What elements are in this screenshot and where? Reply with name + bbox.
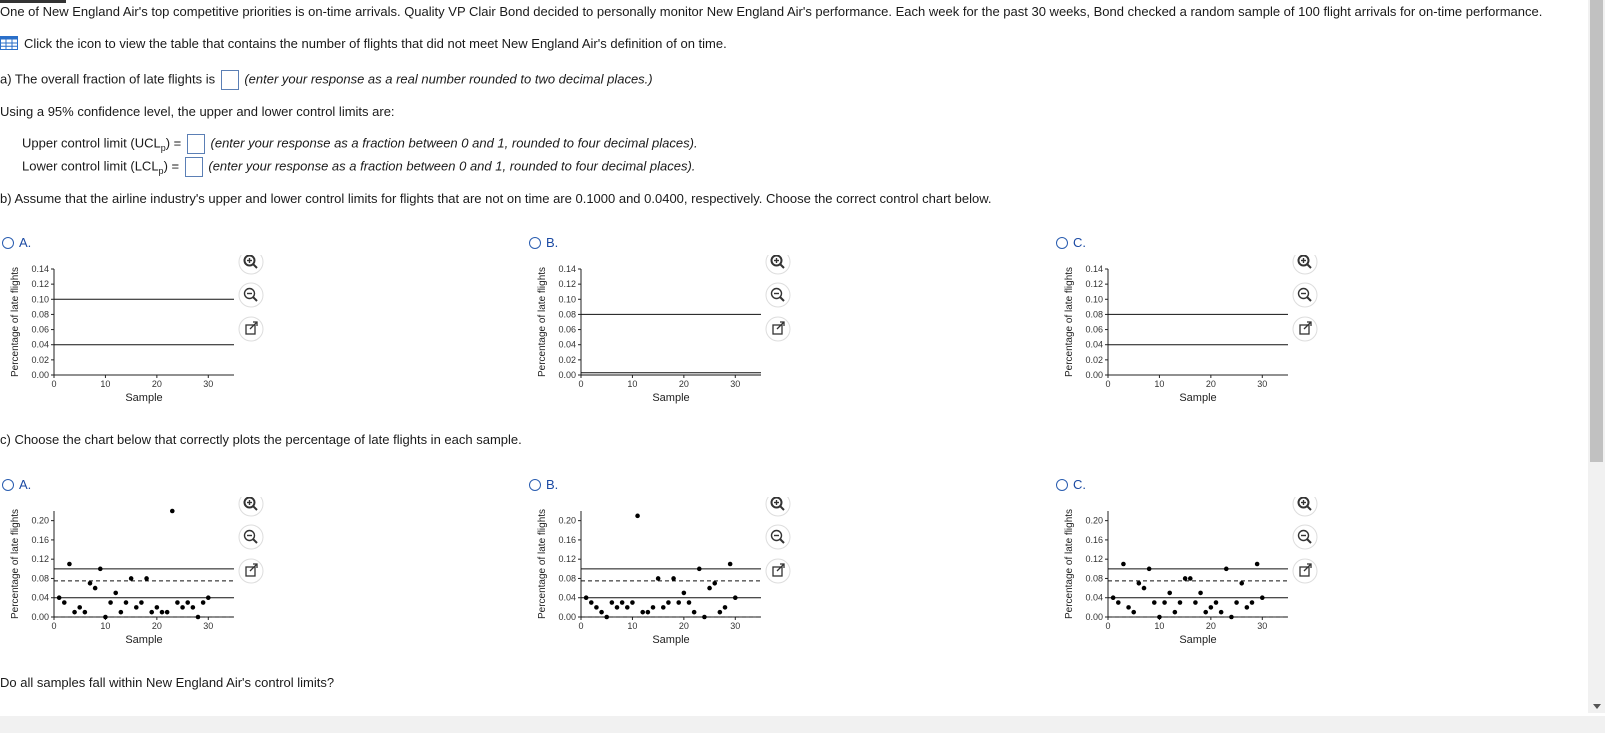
y-tick-label: 0.04 bbox=[31, 339, 49, 350]
x-tick-label: 30 bbox=[1257, 379, 1268, 389]
vertical-scrollbar[interactable] bbox=[1588, 0, 1605, 713]
y-tick-label: 0.06 bbox=[558, 324, 576, 335]
table-icon[interactable] bbox=[0, 36, 18, 53]
data-point bbox=[149, 610, 154, 615]
ucl-input[interactable] bbox=[187, 134, 205, 154]
data-point bbox=[119, 610, 124, 615]
data-point bbox=[728, 562, 733, 567]
radio-icon[interactable] bbox=[2, 479, 14, 491]
data-point bbox=[1147, 567, 1152, 572]
x-axis-label: Sample bbox=[125, 392, 163, 404]
popout-icon-bg[interactable] bbox=[239, 317, 263, 341]
x-tick-label: 10 bbox=[100, 621, 111, 631]
data-point bbox=[604, 615, 609, 620]
scrollbar-thumb[interactable] bbox=[1590, 0, 1603, 462]
y-tick-label: 0.04 bbox=[31, 592, 49, 603]
data-point bbox=[67, 562, 72, 567]
y-tick-label: 0.08 bbox=[1085, 573, 1103, 584]
data-point bbox=[712, 581, 717, 586]
data-point bbox=[630, 600, 635, 605]
x-axis-label: Sample bbox=[1179, 392, 1217, 404]
data-point bbox=[191, 605, 196, 610]
data-point bbox=[124, 600, 129, 605]
data-point bbox=[625, 605, 630, 610]
intro-text: One of New England Air's top competitive priorities is on-time arrivals. Quality VP Clair Bond decided to personally monitor New England Air's performance. Each week for the past 30 weeks, Bond checked a random sample of 100 flight arrivals for on-time performance. bbox=[0, 4, 1543, 19]
zoom-out-icon-bg[interactable] bbox=[239, 283, 263, 307]
y-tick-label: 0.02 bbox=[1085, 354, 1103, 365]
data-point bbox=[676, 600, 681, 605]
option-label: C. bbox=[1073, 235, 1086, 250]
data-point bbox=[707, 586, 712, 591]
data-point bbox=[103, 615, 108, 620]
y-tick-label: 0.14 bbox=[558, 264, 576, 274]
data-point bbox=[1234, 600, 1239, 605]
popout-icon[interactable] bbox=[1293, 317, 1317, 341]
data-point bbox=[656, 576, 661, 581]
x-tick-label: 10 bbox=[1154, 621, 1165, 631]
data-point bbox=[93, 586, 98, 591]
data-point bbox=[671, 576, 676, 581]
data-point bbox=[1229, 615, 1234, 620]
x-tick-label: 30 bbox=[203, 379, 214, 389]
option-label: A. bbox=[19, 235, 32, 250]
x-tick-label: 20 bbox=[678, 621, 689, 631]
ucl-row bbox=[22, 134, 698, 154]
y-tick-label: 0.20 bbox=[1085, 515, 1103, 526]
y-tick-label: 0.08 bbox=[1085, 309, 1103, 320]
data-point bbox=[1126, 605, 1131, 610]
chart-svg bbox=[0, 255, 270, 405]
data-point bbox=[1162, 600, 1167, 605]
y-tick-label: 0.04 bbox=[1085, 592, 1103, 603]
y-tick-label: 0.00 bbox=[1085, 612, 1103, 622]
zoom-out-icon[interactable] bbox=[239, 283, 263, 307]
ucl-sub: p bbox=[160, 143, 166, 154]
data-point bbox=[1121, 562, 1126, 567]
x-tick-label: 20 bbox=[151, 379, 162, 389]
x-tick-label: 0 bbox=[1105, 621, 1111, 631]
y-tick-label: 0.12 bbox=[1085, 554, 1103, 565]
data-point bbox=[113, 591, 118, 596]
y-axis-label: Percentage of late flights bbox=[10, 266, 21, 378]
chart-svg bbox=[527, 255, 797, 405]
data-point bbox=[1152, 600, 1157, 605]
data-point bbox=[1239, 581, 1244, 586]
data-point bbox=[599, 610, 604, 615]
data-point bbox=[77, 605, 82, 610]
data-point bbox=[1188, 576, 1193, 581]
part-b-text: b) Assume that the airline industry's upper and lower control limits for flights that are not on time are 0.1000 and 0.0400, respectively. Choose the correct control chart below. bbox=[0, 191, 992, 206]
chart-b-c bbox=[1054, 255, 1324, 408]
y-tick-label: 0.16 bbox=[1085, 534, 1103, 545]
top-accent bbox=[0, 0, 66, 3]
popout-icon-bg[interactable] bbox=[1293, 559, 1317, 583]
option-label: B. bbox=[546, 235, 559, 250]
part-c-option-b[interactable] bbox=[529, 477, 558, 492]
y-tick-label: 0.12 bbox=[1085, 279, 1103, 290]
lcl-hint: (enter your response as a fraction between 0 and 1, rounded to four decimal places). bbox=[208, 158, 696, 174]
data-point bbox=[83, 610, 88, 615]
popout-icon-bg[interactable] bbox=[766, 559, 790, 583]
data-point bbox=[610, 600, 615, 605]
popout-icon[interactable] bbox=[239, 559, 263, 583]
data-point bbox=[1198, 591, 1203, 596]
data-point bbox=[108, 600, 113, 605]
data-point bbox=[594, 605, 599, 610]
zoom-in-icon[interactable] bbox=[239, 497, 263, 516]
radio-icon[interactable] bbox=[1056, 479, 1068, 491]
x-axis-label: Sample bbox=[1179, 634, 1217, 646]
data-point bbox=[692, 610, 697, 615]
y-tick-label: 0.12 bbox=[558, 279, 576, 290]
chart-b-a bbox=[0, 255, 270, 408]
y-tick-label: 0.16 bbox=[558, 534, 576, 545]
data-point bbox=[1167, 591, 1172, 596]
radio-icon[interactable] bbox=[529, 237, 541, 249]
data-point bbox=[682, 591, 687, 596]
part-c-option-a[interactable] bbox=[2, 477, 31, 492]
lcl-eq: ) = bbox=[163, 158, 180, 174]
x-tick-label: 30 bbox=[1257, 621, 1268, 631]
y-tick-label: 0.04 bbox=[558, 339, 576, 350]
data-point bbox=[646, 610, 651, 615]
y-tick-label: 0.20 bbox=[558, 515, 576, 526]
chart-svg bbox=[527, 497, 797, 647]
y-tick-label: 0.14 bbox=[31, 264, 49, 274]
y-axis-label: Percentage of late flights bbox=[537, 508, 548, 620]
zoom-out-icon[interactable] bbox=[766, 283, 790, 307]
data-point bbox=[196, 615, 201, 620]
popout-icon-bg[interactable] bbox=[1293, 317, 1317, 341]
zoom-out-icon[interactable] bbox=[239, 525, 263, 549]
data-point bbox=[1219, 610, 1224, 615]
data-point bbox=[98, 567, 103, 572]
x-tick-label: 0 bbox=[578, 379, 584, 389]
data-point bbox=[139, 600, 144, 605]
y-tick-label: 0.08 bbox=[31, 309, 49, 320]
data-point bbox=[1183, 576, 1188, 581]
x-tick-label: 0 bbox=[578, 621, 584, 631]
chart-c-b bbox=[527, 497, 797, 650]
data-point bbox=[155, 605, 160, 610]
data-point bbox=[1245, 605, 1250, 610]
x-tick-label: 10 bbox=[627, 621, 638, 631]
question-d: Do all samples fall within New England Air's control limits? bbox=[0, 675, 335, 690]
popout-icon-bg[interactable] bbox=[766, 317, 790, 341]
zoom-in-icon[interactable] bbox=[1293, 255, 1317, 274]
x-tick-label: 20 bbox=[1205, 621, 1216, 631]
x-tick-label: 30 bbox=[730, 621, 741, 631]
part-c-text: c) Choose the chart below that correctly plots the percentage of late flights in each sample. bbox=[0, 432, 522, 447]
y-axis-label: Percentage of late flights bbox=[10, 508, 21, 620]
chart-svg bbox=[0, 497, 270, 647]
ucl-hint: (enter your response as a fraction between 0 and 1, rounded to four decimal places). bbox=[210, 135, 698, 151]
x-tick-label: 30 bbox=[203, 621, 214, 631]
data-point bbox=[723, 605, 728, 610]
y-tick-label: 0.04 bbox=[1085, 339, 1103, 350]
x-tick-label: 10 bbox=[1154, 379, 1165, 389]
data-point bbox=[661, 605, 666, 610]
data-point bbox=[1250, 600, 1255, 605]
horizontal-scrollbar[interactable] bbox=[0, 716, 1605, 733]
lcl-input[interactable] bbox=[185, 157, 203, 177]
y-tick-label: 0.08 bbox=[31, 573, 49, 584]
data-point bbox=[160, 610, 165, 615]
y-axis-label: Percentage of late flights bbox=[1064, 508, 1075, 620]
data-point bbox=[1157, 615, 1162, 620]
zoom-out-icon-bg[interactable] bbox=[1293, 283, 1317, 307]
data-point bbox=[584, 595, 589, 600]
x-tick-label: 20 bbox=[1205, 379, 1216, 389]
y-tick-label: 0.02 bbox=[31, 354, 49, 365]
data-point bbox=[651, 605, 656, 610]
lcl-label: Lower control limit (LCL bbox=[22, 158, 159, 174]
zoom-in-icon[interactable] bbox=[766, 255, 790, 274]
data-point bbox=[615, 605, 620, 610]
x-axis-label: Sample bbox=[652, 634, 690, 646]
data-point bbox=[1142, 586, 1147, 591]
data-point bbox=[1203, 610, 1208, 615]
radio-icon[interactable] bbox=[2, 237, 14, 249]
data-point bbox=[1193, 600, 1198, 605]
option-label: C. bbox=[1073, 477, 1086, 492]
part-a-row bbox=[0, 70, 653, 90]
radio-icon[interactable] bbox=[1056, 237, 1068, 249]
data-point bbox=[733, 595, 738, 600]
chart-c-c bbox=[1054, 497, 1324, 650]
part-c-option-c[interactable] bbox=[1056, 477, 1086, 492]
data-point bbox=[1224, 567, 1229, 572]
popout-icon-bg[interactable] bbox=[239, 559, 263, 583]
part-b-option-b[interactable] bbox=[529, 235, 558, 250]
y-tick-label: 0.08 bbox=[558, 573, 576, 584]
part-b-option-a[interactable] bbox=[2, 235, 31, 250]
data-point bbox=[666, 600, 671, 605]
x-axis-label: Sample bbox=[652, 392, 690, 404]
y-tick-label: 0.06 bbox=[31, 324, 49, 335]
data-point bbox=[1131, 610, 1136, 615]
data-point bbox=[62, 600, 67, 605]
data-point bbox=[57, 595, 62, 600]
popout-icon[interactable] bbox=[766, 317, 790, 341]
option-label: A. bbox=[19, 477, 32, 492]
chart-svg bbox=[1054, 255, 1324, 405]
data-point bbox=[88, 581, 93, 586]
data-point bbox=[1209, 605, 1214, 610]
data-point bbox=[1178, 600, 1183, 605]
x-tick-label: 30 bbox=[730, 379, 741, 389]
table-link-row[interactable] bbox=[0, 36, 727, 53]
option-label: B. bbox=[546, 477, 559, 492]
data-point bbox=[1260, 595, 1265, 600]
lcl-sub: p bbox=[158, 166, 164, 177]
data-point bbox=[201, 600, 206, 605]
data-point bbox=[206, 595, 211, 600]
part-a-prefix: a) The overall fraction of late flights is bbox=[0, 71, 216, 87]
data-point bbox=[1116, 600, 1121, 605]
y-tick-label: 0.12 bbox=[31, 554, 49, 565]
y-tick-label: 0.12 bbox=[31, 279, 49, 290]
confidence-text: Using a 95% confidence level, the upper and lower control limits are: bbox=[0, 104, 395, 119]
x-tick-label: 0 bbox=[1105, 379, 1111, 389]
ucl-label: Upper control limit (UCL bbox=[22, 135, 161, 151]
lcl-row bbox=[22, 157, 695, 177]
chart-svg bbox=[1054, 497, 1324, 647]
y-tick-label: 0.04 bbox=[558, 592, 576, 603]
y-tick-label: 0.10 bbox=[558, 294, 576, 305]
x-axis-label: Sample bbox=[125, 634, 163, 646]
zoom-out-icon[interactable] bbox=[1293, 525, 1317, 549]
y-tick-label: 0.02 bbox=[558, 354, 576, 365]
y-tick-label: 0.20 bbox=[31, 515, 49, 526]
y-tick-label: 0.00 bbox=[558, 370, 576, 380]
zoom-out-icon[interactable] bbox=[766, 525, 790, 549]
data-point bbox=[718, 610, 723, 615]
chart-c-a bbox=[0, 497, 270, 650]
popout-icon[interactable] bbox=[239, 317, 263, 341]
data-point bbox=[687, 600, 692, 605]
zoom-out-icon[interactable] bbox=[1293, 283, 1317, 307]
fraction-input[interactable] bbox=[221, 70, 239, 90]
data-point bbox=[697, 567, 702, 572]
data-point bbox=[170, 509, 175, 514]
y-tick-label: 0.06 bbox=[1085, 324, 1103, 335]
data-point bbox=[134, 605, 139, 610]
data-point bbox=[635, 514, 640, 519]
zoom-in-icon[interactable] bbox=[239, 255, 263, 274]
data-point bbox=[165, 610, 170, 615]
data-point bbox=[1111, 595, 1116, 600]
x-tick-label: 10 bbox=[100, 379, 111, 389]
zoom-out-icon-bg[interactable] bbox=[766, 283, 790, 307]
y-tick-label: 0.10 bbox=[1085, 294, 1103, 305]
part-b-option-c[interactable] bbox=[1056, 235, 1086, 250]
x-tick-label: 10 bbox=[627, 379, 638, 389]
data-point bbox=[589, 600, 594, 605]
y-tick-label: 0.12 bbox=[558, 554, 576, 565]
data-point bbox=[1137, 581, 1142, 586]
part-a-hint: (enter your response as a real number rounded to two decimal places.) bbox=[244, 71, 653, 87]
ucl-eq: ) = bbox=[165, 135, 182, 151]
zoom-out-icon-bg[interactable] bbox=[766, 525, 790, 549]
data-point bbox=[175, 600, 180, 605]
data-point bbox=[1173, 610, 1178, 615]
zoom-in-icon[interactable] bbox=[1293, 497, 1317, 516]
zoom-out-icon-bg[interactable] bbox=[1293, 525, 1317, 549]
data-point bbox=[185, 600, 190, 605]
y-tick-label: 0.00 bbox=[558, 612, 576, 622]
y-axis-label: Percentage of late flights bbox=[537, 266, 548, 378]
data-point bbox=[640, 610, 645, 615]
scroll-down-icon[interactable] bbox=[1593, 704, 1601, 709]
data-point bbox=[180, 605, 185, 610]
data-point bbox=[129, 576, 134, 581]
y-tick-label: 0.00 bbox=[1085, 370, 1103, 380]
popout-icon[interactable] bbox=[1293, 559, 1317, 583]
radio-icon[interactable] bbox=[529, 479, 541, 491]
y-tick-label: 0.08 bbox=[558, 309, 576, 320]
x-tick-label: 20 bbox=[678, 379, 689, 389]
y-tick-label: 0.00 bbox=[31, 370, 49, 380]
y-tick-label: 0.00 bbox=[31, 612, 49, 622]
data-point bbox=[702, 615, 707, 620]
zoom-out-icon-bg[interactable] bbox=[239, 525, 263, 549]
table-link-text: Click the icon to view the table that contains the number of flights that did not meet New England Air's definition of on time. bbox=[24, 36, 727, 51]
data-point bbox=[144, 576, 149, 581]
chart-b-b bbox=[527, 255, 797, 408]
y-tick-label: 0.16 bbox=[31, 534, 49, 545]
y-tick-label: 0.14 bbox=[1085, 264, 1103, 274]
popout-icon[interactable] bbox=[766, 559, 790, 583]
data-point bbox=[620, 600, 625, 605]
data-point bbox=[72, 610, 77, 615]
y-tick-label: 0.10 bbox=[31, 294, 49, 305]
x-tick-label: 20 bbox=[151, 621, 162, 631]
x-tick-label: 0 bbox=[51, 621, 57, 631]
data-point bbox=[1214, 600, 1219, 605]
x-tick-label: 0 bbox=[51, 379, 57, 389]
zoom-in-icon[interactable] bbox=[766, 497, 790, 516]
data-point bbox=[1255, 562, 1260, 567]
y-axis-label: Percentage of late flights bbox=[1064, 266, 1075, 378]
